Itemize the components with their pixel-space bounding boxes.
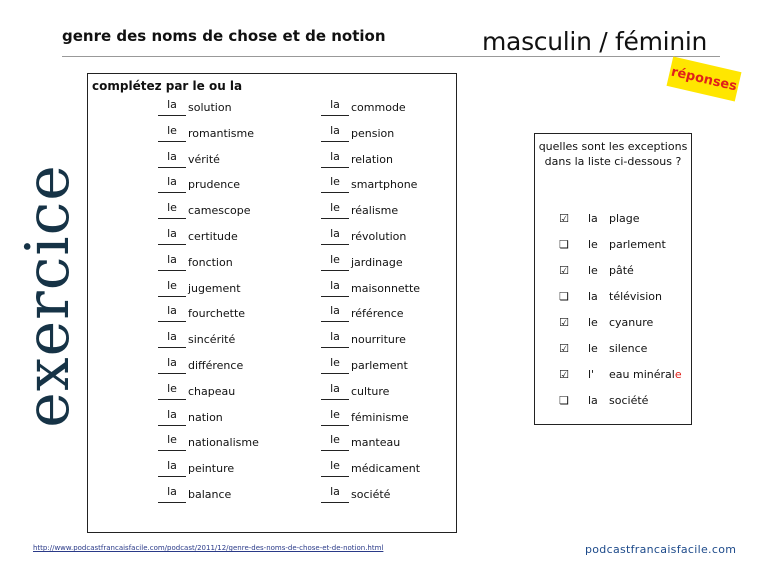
noun-label: balance bbox=[188, 487, 232, 501]
source-link[interactable]: http://www.podcastfrancaisfacile.com/podcast/2011/12/genre-des-noms-de-chose-et-de-notion.html bbox=[33, 544, 384, 552]
answer-blank-line bbox=[321, 167, 349, 168]
answer-blank-line bbox=[158, 476, 186, 477]
noun-label: vérité bbox=[188, 152, 220, 166]
noun-label: maisonnette bbox=[351, 281, 421, 295]
noun-label: société bbox=[351, 487, 391, 501]
answer-blank-line bbox=[158, 192, 186, 193]
noun-label: parlement bbox=[351, 358, 408, 372]
answer-blank-line bbox=[321, 425, 349, 426]
noun-label: jugement bbox=[188, 281, 241, 295]
checked-box-icon[interactable]: ☑ bbox=[559, 264, 569, 277]
article-answer[interactable]: la bbox=[167, 252, 177, 266]
answer-blank-line bbox=[321, 192, 349, 193]
article-answer[interactable]: la bbox=[330, 98, 340, 111]
article-answer[interactable]: la bbox=[167, 304, 177, 318]
answer-blank-line bbox=[158, 218, 186, 219]
article-answer[interactable]: la bbox=[167, 226, 177, 240]
answer-blank-line bbox=[158, 321, 186, 322]
article-answer[interactable]: la bbox=[167, 175, 177, 189]
noun-label: prudence bbox=[188, 178, 241, 192]
article-answer[interactable]: la bbox=[167, 484, 177, 498]
exception-noun bbox=[609, 264, 634, 277]
answer-blank-line bbox=[321, 373, 349, 374]
exception-noun-text: silence bbox=[609, 342, 648, 355]
exception-noun-text: parlement bbox=[609, 238, 666, 251]
article-answer[interactable]: la bbox=[330, 381, 340, 395]
noun-label: culture bbox=[351, 384, 390, 398]
noun-label: solution bbox=[188, 101, 232, 114]
answer-blank-line bbox=[158, 347, 186, 348]
noun-label: chapeau bbox=[188, 384, 236, 398]
exception-noun-suffix: e bbox=[674, 368, 682, 381]
answer-blank-line bbox=[158, 115, 186, 116]
exception-article: la bbox=[588, 290, 598, 303]
article-answer[interactable]: le bbox=[167, 278, 177, 292]
side-title: exercice bbox=[13, 164, 83, 428]
exception-noun bbox=[609, 290, 662, 303]
checked-box-icon[interactable]: ☑ bbox=[559, 342, 569, 355]
article-answer[interactable]: la bbox=[330, 304, 340, 318]
answer-blank-line bbox=[158, 167, 186, 168]
exception-noun bbox=[609, 238, 666, 251]
answer-blank-line bbox=[321, 270, 349, 271]
noun-label: jardinage bbox=[351, 255, 403, 269]
article-answer[interactable]: le bbox=[167, 381, 177, 395]
answer-blank-line bbox=[158, 270, 186, 271]
exception-article: la bbox=[588, 212, 598, 225]
answer-blank-line bbox=[321, 347, 349, 348]
article-answer[interactable]: le bbox=[330, 459, 340, 473]
noun-label: réalisme bbox=[351, 204, 399, 218]
article-answer[interactable]: la bbox=[330, 278, 340, 292]
exception-noun bbox=[609, 368, 682, 381]
answer-blank-line bbox=[158, 425, 186, 426]
article-answer[interactable]: le bbox=[167, 123, 177, 137]
answer-blank-line bbox=[321, 141, 349, 142]
answer-blank-line bbox=[158, 373, 186, 374]
exception-article: la bbox=[588, 394, 598, 407]
answer-blank-line bbox=[321, 450, 349, 451]
noun-label: relation bbox=[351, 152, 393, 166]
exception-noun-text: télévision bbox=[609, 290, 662, 303]
answers-badge: réponses bbox=[667, 57, 742, 102]
noun-label: smartphone bbox=[351, 178, 418, 192]
noun-label: sincérité bbox=[188, 333, 236, 347]
noun-label: fonction bbox=[188, 255, 233, 269]
article-answer[interactable]: le bbox=[330, 201, 340, 215]
noun-label: nourriture bbox=[351, 333, 406, 347]
unchecked-box-icon[interactable]: ❏ bbox=[559, 290, 569, 303]
exception-noun bbox=[609, 394, 648, 407]
noun-label: commode bbox=[351, 101, 406, 114]
answer-blank-line bbox=[158, 141, 186, 142]
noun-label: peinture bbox=[188, 462, 235, 476]
exception-noun-text: société bbox=[609, 394, 649, 407]
answer-blank-line bbox=[321, 115, 349, 116]
article-answer[interactable]: la bbox=[167, 330, 177, 344]
answer-blank-line bbox=[321, 399, 349, 400]
exception-noun bbox=[609, 342, 647, 355]
exceptions-question: quelles sont les exceptions dans la liste ci-dessous ? bbox=[538, 140, 688, 168]
article-answer[interactable]: la bbox=[167, 98, 177, 111]
exception-article: le bbox=[588, 342, 598, 355]
article-answer[interactable]: la bbox=[330, 123, 340, 137]
answer-blank-line bbox=[158, 399, 186, 400]
article-answer[interactable]: la bbox=[167, 407, 177, 421]
page-title: genre des noms de chose et de notion bbox=[62, 27, 386, 45]
unchecked-box-icon[interactable]: ❏ bbox=[559, 238, 569, 251]
exception-noun-text: eau minéral bbox=[609, 368, 675, 381]
answer-blank-line bbox=[158, 502, 186, 503]
exceptions-panel bbox=[534, 133, 692, 425]
article-answer[interactable]: la bbox=[330, 330, 340, 344]
answer-blank-line bbox=[321, 321, 349, 322]
answer-blank-line bbox=[158, 244, 186, 245]
article-answer[interactable]: la bbox=[167, 149, 177, 163]
header-divider bbox=[62, 56, 720, 57]
exception-noun-text: plage bbox=[609, 212, 640, 225]
noun-label: médicament bbox=[351, 462, 421, 476]
noun-label: fourchette bbox=[188, 307, 246, 321]
exercise-instructions: complétez par le ou la bbox=[92, 79, 243, 93]
noun-label: nationalisme bbox=[188, 436, 259, 450]
brand-label: podcastfrancaisfacile.com bbox=[585, 543, 737, 556]
exception-article: le bbox=[588, 238, 598, 251]
exercise-panel bbox=[87, 73, 457, 533]
checked-box-icon[interactable]: ☑ bbox=[559, 368, 569, 381]
answer-blank-line bbox=[321, 244, 349, 245]
article-answer[interactable]: le bbox=[330, 175, 340, 189]
article-answer[interactable]: le bbox=[330, 433, 340, 447]
exception-article: l' bbox=[588, 368, 595, 381]
article-answer[interactable]: le bbox=[330, 407, 340, 421]
article-answer[interactable]: la bbox=[167, 459, 177, 473]
exception-noun bbox=[609, 212, 640, 225]
noun-label: pension bbox=[351, 126, 395, 140]
exception-noun bbox=[609, 316, 653, 329]
article-answer[interactable]: le bbox=[330, 252, 340, 266]
answer-blank-line bbox=[158, 450, 186, 451]
article-answer[interactable]: la bbox=[330, 484, 340, 498]
answer-blank-line bbox=[321, 296, 349, 297]
topic-title: masculin / féminin bbox=[482, 27, 708, 56]
noun-label: féminisme bbox=[351, 410, 409, 424]
exception-article: le bbox=[588, 264, 598, 277]
answer-blank-line bbox=[321, 502, 349, 503]
exception-noun-text: cyanure bbox=[609, 316, 654, 329]
noun-label: certitude bbox=[188, 229, 238, 243]
answer-blank-line bbox=[321, 218, 349, 219]
exception-article: le bbox=[588, 316, 598, 329]
answer-blank-line bbox=[321, 476, 349, 477]
noun-label: romantisme bbox=[188, 126, 255, 140]
article-answer[interactable]: la bbox=[167, 355, 177, 369]
article-answer[interactable]: le bbox=[167, 201, 177, 215]
noun-label: nation bbox=[188, 410, 223, 424]
noun-label: camescope bbox=[188, 204, 251, 218]
exception-noun-text: pâté bbox=[609, 264, 634, 277]
noun-label: manteau bbox=[351, 436, 401, 450]
noun-label: révolution bbox=[351, 229, 407, 243]
noun-label: référence bbox=[351, 307, 404, 321]
answer-blank-line bbox=[158, 296, 186, 297]
checked-box-icon[interactable]: ☑ bbox=[559, 212, 569, 225]
unchecked-box-icon[interactable]: ❏ bbox=[559, 394, 569, 407]
checked-box-icon[interactable]: ☑ bbox=[559, 316, 569, 329]
noun-label: différence bbox=[188, 358, 244, 372]
article-answer[interactable]: la bbox=[330, 149, 340, 163]
article-answer[interactable]: la bbox=[330, 226, 340, 240]
article-answer[interactable]: le bbox=[167, 433, 177, 447]
article-answer[interactable]: le bbox=[330, 355, 340, 369]
